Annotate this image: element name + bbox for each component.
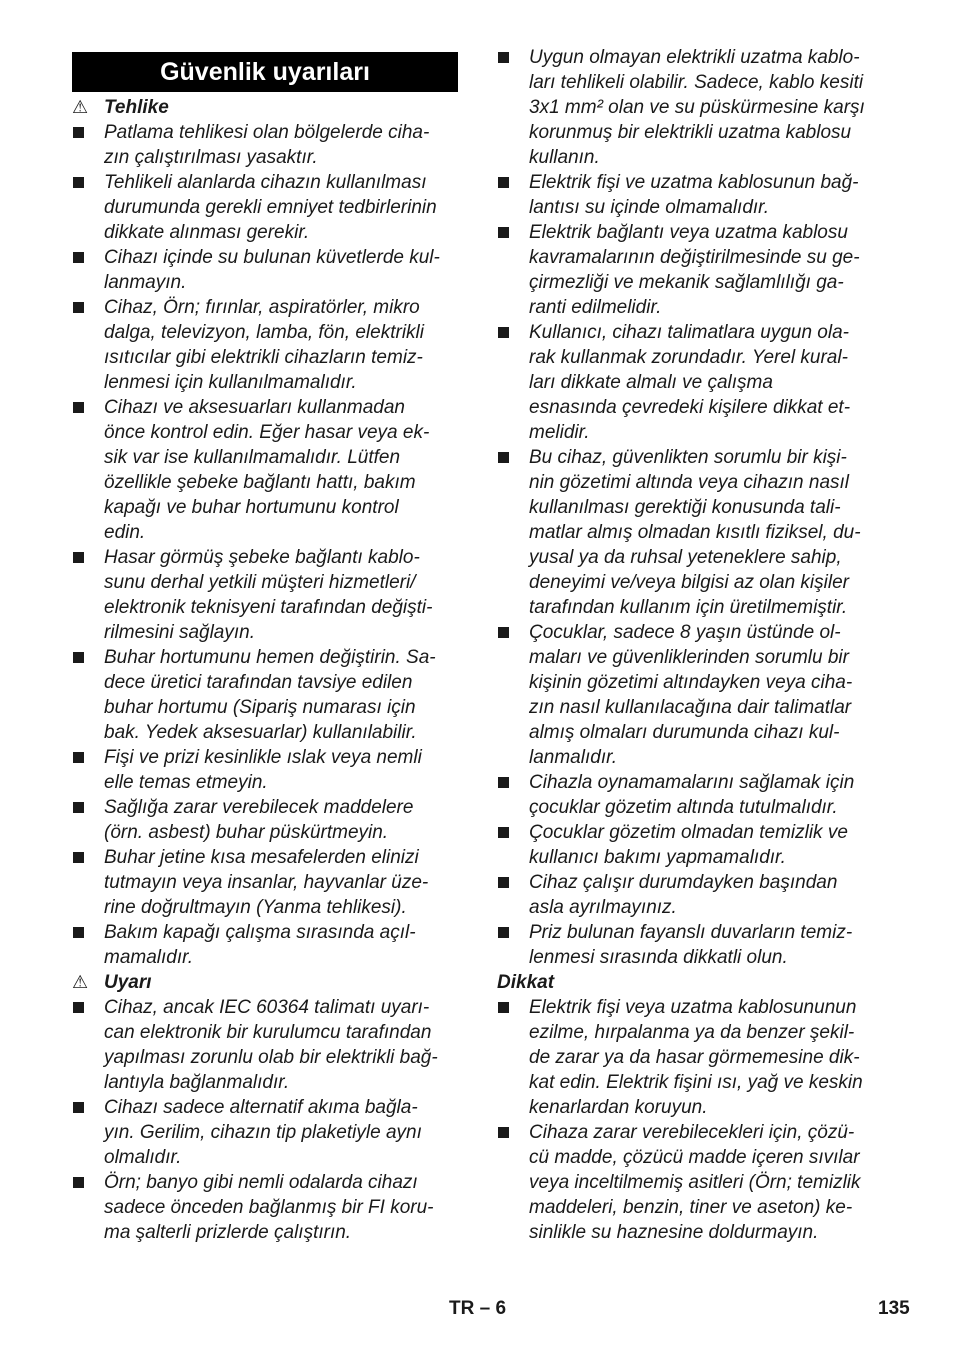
list-item-line: lenmesi sırasında dikkatli olun. bbox=[529, 947, 788, 968]
list-item-line: Cihazı sadece alternatif akıma bağla- bbox=[104, 1097, 418, 1118]
list-item-line: Cihazla oynamamalarını sağlamak için bbox=[529, 772, 855, 793]
bullet-square-icon bbox=[73, 802, 84, 813]
list-item bbox=[72, 395, 458, 545]
list-item bbox=[72, 245, 458, 295]
bullet-square-icon bbox=[73, 552, 84, 563]
list-item-line: kullanıcı bakımı yapmamalıdır. bbox=[529, 847, 786, 868]
list-item-line: bak. Yedek aksesuarlar) kullanılabilir. bbox=[104, 722, 417, 743]
bullet-square-icon bbox=[498, 327, 509, 338]
footer-section-label: TR – 6 bbox=[449, 1298, 507, 1319]
list-item-line: Hasar görmüş şebeke bağlantı kablo- bbox=[104, 547, 420, 568]
list-item-line: Çocuklar, sadece 8 yaşın üstünde ol- bbox=[529, 622, 841, 643]
list-item-line: zın nasıl kullanılacağına dair talimatlar bbox=[529, 697, 852, 718]
list-item-line: Sağlığa zarar verebilecek maddelere bbox=[104, 797, 414, 818]
list-item-line: Fişi ve prizi kesinlikle ıslak veya nemli bbox=[104, 747, 422, 768]
list-item-line: de zarar ya da hasar görmemesine dik- bbox=[529, 1047, 860, 1068]
list-item-line: Elektrik bağlantı veya uzatma kablosu bbox=[529, 222, 848, 243]
list-item-line: Cihaz, Örn; fırınlar, aspiratörler, mikro bbox=[104, 297, 420, 318]
list-item-line: dalga, televizyon, lamba, fön, elektrikli bbox=[104, 322, 424, 343]
bullet-square-icon bbox=[73, 177, 84, 188]
list-item-line: sunu derhal yetkili müşteri hizmetleri/ bbox=[104, 572, 416, 593]
warning-heading-label: Uyarı bbox=[104, 972, 152, 993]
bullet-square-icon bbox=[498, 777, 509, 788]
list-item-line: ısıtıcılar gibi elektrikli cihazların temiz- bbox=[104, 347, 423, 368]
list-item-line: dece üretici tarafından tavsiye edilen bbox=[104, 672, 413, 693]
bullet-square-icon bbox=[73, 1002, 84, 1013]
list-item-line: nin gözetimi altında veya cihazın nasıl bbox=[529, 472, 850, 493]
list-item-line: sinlikle su haznesine doldurmayın. bbox=[529, 1222, 819, 1243]
list-item-line: Elektrik fişi veya uzatma kablosununun bbox=[529, 997, 857, 1018]
list-item-line: edin. bbox=[104, 522, 146, 543]
list-item-line: Tehlikeli alanlarda cihazın kullanılması bbox=[104, 172, 427, 193]
bullet-square-icon bbox=[73, 852, 84, 863]
list-item-line: asla ayrılmayınız. bbox=[529, 897, 677, 918]
list-item-line: korunmuş bir elektrikli uzatma kablosu bbox=[529, 122, 852, 143]
warning-triangle-icon: ⚠ bbox=[72, 972, 89, 992]
list-item-line: veya inceltilmemiş asitleri (Örn; temizlik bbox=[529, 1172, 861, 1193]
list-item bbox=[72, 1170, 458, 1245]
list-item-line: lenmesi için kullanılmamalıdır. bbox=[104, 372, 357, 393]
bullet-square-icon bbox=[73, 127, 84, 138]
list-item bbox=[497, 320, 889, 445]
list-item-line: buhar hortumu (Sipariş numarası için bbox=[104, 697, 416, 718]
list-item-line: rak kullanmak zorundadır. Yerel kural- bbox=[529, 347, 848, 368]
list-item-line: kavramalarının değiştirilmesinde su ge- bbox=[529, 247, 860, 268]
list-item bbox=[497, 220, 889, 320]
list-item bbox=[72, 645, 458, 745]
bullet-square-icon bbox=[73, 927, 84, 938]
list-item-line: maddeleri, benzin, tiner ve aseton) ke- bbox=[529, 1197, 853, 1218]
list-item-line: lantıyla bağlanmalıdır. bbox=[104, 1072, 290, 1093]
list-item-line: can elektronik bir kurulumcu tarafından bbox=[104, 1022, 432, 1043]
list-item-line: Uygun olmayan elektrikli uzatma kablo- bbox=[529, 47, 860, 68]
list-item-line: dikkate alınması gerekir. bbox=[104, 222, 310, 243]
list-item-line: Priz bulunan fayanslı duvarların temiz- bbox=[529, 922, 853, 943]
list-item-line: matlar almış olmadan kısıtlı fiziksel, du- bbox=[529, 522, 861, 543]
warning-list bbox=[72, 995, 458, 1245]
bullet-square-icon bbox=[498, 52, 509, 63]
list-item-line: kullanın. bbox=[529, 147, 600, 168]
bullet-square-icon bbox=[498, 1127, 509, 1138]
list-item-line: Cihaz çalışır durumdayken başından bbox=[529, 872, 838, 893]
bullet-square-icon bbox=[73, 752, 84, 763]
list-item-line: kenarlardan koruyun. bbox=[529, 1097, 708, 1118]
bullet-square-icon bbox=[73, 402, 84, 413]
list-item bbox=[72, 920, 458, 970]
list-item-line: tarafından kullanım için üretilmemiştir. bbox=[529, 597, 848, 618]
list-item-line: cü madde, çözücü madde içeren sıvılar bbox=[529, 1147, 860, 1168]
list-item-line: Bakım kapağı çalışma sırasında açıl- bbox=[104, 922, 416, 943]
list-item-line: mamalıdır. bbox=[104, 947, 194, 968]
list-item-line: yın. Gerilim, cihazın tip plaketiyle aynı bbox=[104, 1122, 422, 1143]
list-item-line: yapılması zorunlu olab bir elektrikli bağ- bbox=[104, 1047, 438, 1068]
bullet-square-icon bbox=[73, 252, 84, 263]
list-item bbox=[497, 870, 889, 920]
bullet-square-icon bbox=[73, 302, 84, 313]
list-item-line: Buhar hortumunu hemen değiştirin. Sa- bbox=[104, 647, 436, 668]
list-item-line: sik var ise kullanılmamalıdır. Lütfen bbox=[104, 447, 401, 468]
list-item-line: Cihazı içinde su bulunan küvetlerde kul- bbox=[104, 247, 440, 268]
list-item-line: lanmayın. bbox=[104, 272, 187, 293]
list-item bbox=[497, 770, 889, 820]
list-item-line: özellikle şebeke bağlantı hattı, bakım bbox=[104, 472, 416, 493]
list-item-line: Örn; banyo gibi nemli odalarda cihazı bbox=[104, 1172, 418, 1193]
list-item bbox=[497, 45, 889, 170]
bullet-square-icon bbox=[498, 177, 509, 188]
bullet-square-icon bbox=[73, 1102, 84, 1113]
list-item-line: tutmayın veya insanlar, hayvanlar üze- bbox=[104, 872, 429, 893]
list-item-line: esnasında çevredeki kişilere dikkat et- bbox=[529, 397, 851, 418]
list-item-line: (örn. asbest) buhar püskürtmeyin. bbox=[104, 822, 389, 843]
danger-heading bbox=[72, 95, 458, 120]
list-item-line: sadece önceden bağlanmış bir FI koru- bbox=[104, 1197, 434, 1218]
caution-heading: Dikkat bbox=[497, 972, 555, 993]
list-item-line: kapağı ve buhar hortumunu kontrol bbox=[104, 497, 399, 518]
list-item bbox=[497, 445, 889, 620]
list-item bbox=[72, 995, 458, 1095]
list-item-line: rine doğrultmayın (Yanma tehlikesi). bbox=[104, 897, 407, 918]
list-item bbox=[72, 295, 458, 395]
list-item-line: kullanılması gerektiği konusunda tali- bbox=[529, 497, 841, 518]
list-item bbox=[72, 845, 458, 920]
list-item-line: Çocuklar gözetim olmadan temizlik ve bbox=[529, 822, 848, 843]
list-item bbox=[497, 920, 889, 970]
list-item-line: Elektrik fişi ve uzatma kablosunun bağ- bbox=[529, 172, 859, 193]
list-item-line: yusal ya da ruhsal yeteneklere sahip, bbox=[529, 547, 842, 568]
bullet-square-icon bbox=[498, 1002, 509, 1013]
section-title: Güvenlik uyarıları bbox=[72, 52, 458, 92]
list-item bbox=[72, 745, 458, 795]
list-item bbox=[497, 170, 889, 220]
left-column bbox=[72, 45, 458, 1245]
list-item bbox=[72, 545, 458, 645]
list-item-line: çirmezliği ve mekanik sağlamlılığı ga- bbox=[529, 272, 844, 293]
list-item bbox=[72, 795, 458, 845]
warning-triangle-icon: ⚠ bbox=[72, 97, 89, 117]
footer-page-number: 135 bbox=[878, 1298, 910, 1319]
right-column bbox=[497, 45, 889, 1245]
danger-list bbox=[72, 120, 458, 970]
list-item-line: lantısı su içinde olmamalıdır. bbox=[529, 197, 770, 218]
list-item-line: kat edin. Elektrik fişini ısı, yağ ve keskin bbox=[529, 1072, 863, 1093]
bullet-square-icon bbox=[498, 227, 509, 238]
list-item-line: durumunda gerekli emniyet tedbirlerinin bbox=[104, 197, 437, 218]
list-item-line: Bu cihaz, güvenlikten sorumlu bir kişi- bbox=[529, 447, 847, 468]
list-item-line: Cihaza zarar verebilecekleri için, çözü- bbox=[529, 1122, 855, 1143]
list-item-line: önce kontrol edin. Eğer hasar veya ek- bbox=[104, 422, 430, 443]
list-item-line: çocuklar gözetim altında tutulmalıdır. bbox=[529, 797, 838, 818]
list-item-line: ezilme, hırpalanma ya da benzer şekil- bbox=[529, 1022, 855, 1043]
bullet-square-icon bbox=[498, 627, 509, 638]
right-list bbox=[497, 45, 889, 970]
list-item-line: deneyimi ve/veya bilgisi az olan kişiler bbox=[529, 572, 849, 593]
list-item-line: rilmesini sağlayın. bbox=[104, 622, 255, 643]
list-item-line: Kullanıcı, cihazı talimatlara uygun ola- bbox=[529, 322, 849, 343]
caution-list bbox=[497, 995, 889, 1245]
list-item-line: elle temas etmeyin. bbox=[104, 772, 268, 793]
list-item-line: kişinin gözetimi altındayken veya ciha- bbox=[529, 672, 853, 693]
bullet-square-icon bbox=[498, 827, 509, 838]
bullet-square-icon bbox=[73, 1177, 84, 1188]
bullet-square-icon bbox=[498, 877, 509, 888]
list-item bbox=[497, 995, 889, 1120]
list-item-line: almış olmaları durumunda cihazı kul- bbox=[529, 722, 840, 743]
list-item-line: 3x1 mm² olan ve su püskürmesine karşı bbox=[529, 97, 865, 118]
list-item bbox=[72, 1095, 458, 1170]
list-item-line: maları ve güvenliklerinden sorumlu bir bbox=[529, 647, 849, 668]
danger-heading-label: Tehlike bbox=[104, 97, 169, 118]
list-item-line: zın çalıştırılması yasaktır. bbox=[104, 147, 318, 168]
list-item bbox=[497, 820, 889, 870]
list-item-line: Buhar jetine kısa mesafelerden elinizi bbox=[104, 847, 419, 868]
bullet-square-icon bbox=[498, 452, 509, 463]
list-item-line: Cihaz, ancak IEC 60364 talimatı uyarı- bbox=[104, 997, 430, 1018]
list-item-line: ları tehlikeli olabilir. Sadece, kablo kesiti bbox=[529, 72, 864, 93]
list-item bbox=[497, 620, 889, 770]
list-item bbox=[497, 1120, 889, 1245]
bullet-square-icon bbox=[73, 652, 84, 663]
list-item-line: Patlama tehlikesi olan bölgelerde ciha- bbox=[104, 122, 430, 143]
list-item-line: ranti edilmelidir. bbox=[529, 297, 662, 318]
list-item bbox=[72, 170, 458, 245]
list-item-line: olmalıdır. bbox=[104, 1147, 182, 1168]
list-item-line: Cihazı ve aksesuarları kullanmadan bbox=[104, 397, 405, 418]
warning-heading bbox=[72, 970, 458, 995]
list-item-line: ma şalterli prizlerde çalıştırın. bbox=[104, 1222, 352, 1243]
bullet-square-icon bbox=[498, 927, 509, 938]
list-item-line: ları dikkate almalı ve çalışma bbox=[529, 372, 773, 393]
list-item-line: lanmalıdır. bbox=[529, 747, 617, 768]
list-item bbox=[72, 120, 458, 170]
list-item-line: melidir. bbox=[529, 422, 590, 443]
list-item-line: elektronik teknisyeni tarafından değişti- bbox=[104, 597, 433, 618]
